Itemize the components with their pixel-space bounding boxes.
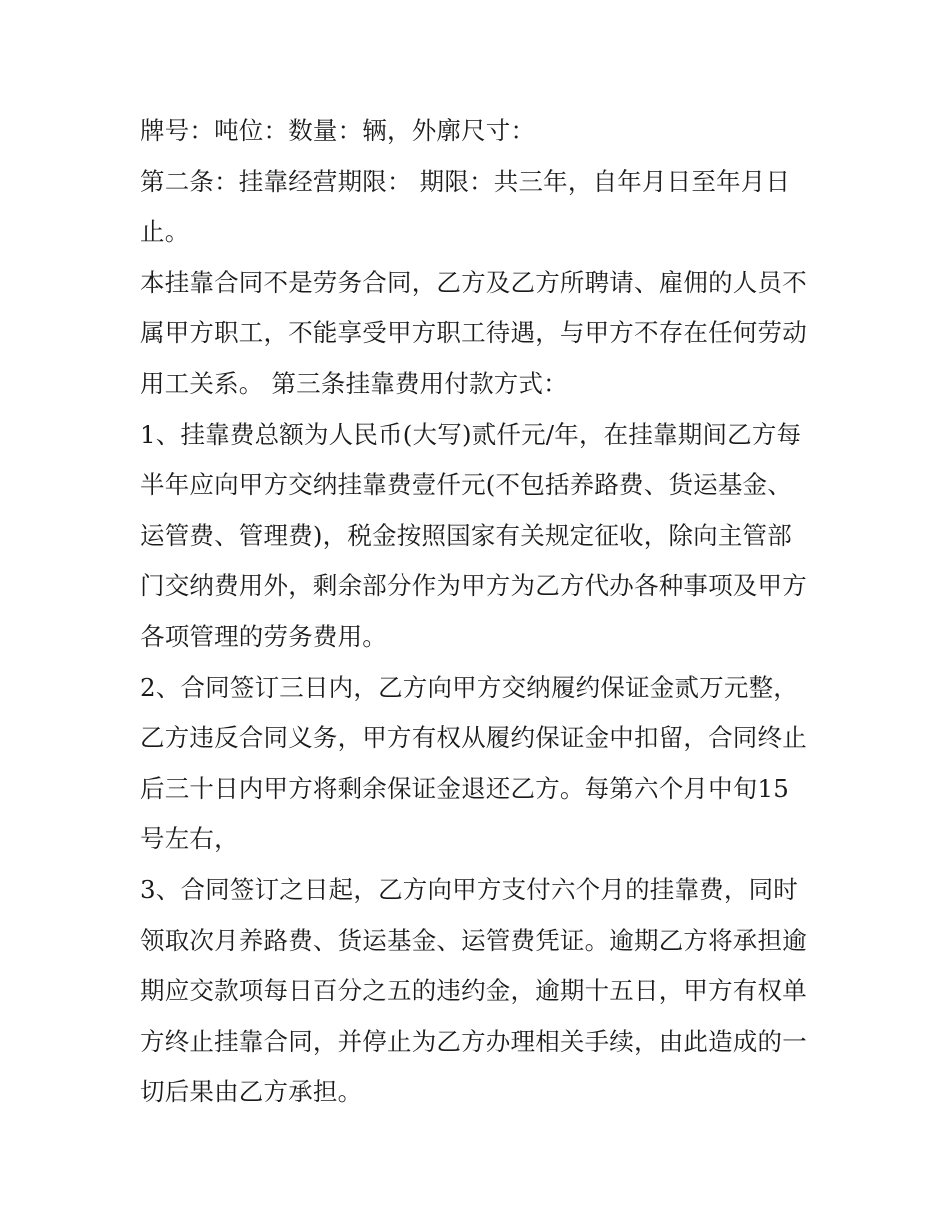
text-line: 切后果由乙方承担。 — [140, 1077, 363, 1107]
text-line: 属甲方职工，不能享受甲方职工待遇，与甲方不存在任何劳动 — [140, 318, 807, 348]
text-line: 门交纳费用外，剩余部分作为甲方为乙方代办各种事项及甲方 — [140, 571, 807, 601]
text-line: 用工关系。 第三条挂靠费用付款方式： — [140, 368, 568, 398]
text-line: 乙方违反合同义务，甲方有权从履约保证金中扣留，合同终止 — [140, 723, 807, 753]
text-line: 止。 — [140, 217, 190, 247]
text-line: 2、合同签订三日内，乙方向甲方交纳履约保证金贰万元整， — [140, 672, 798, 702]
text-line: 期应交款项每日百分之五的违约金，逾期十五日，甲方有权单 — [140, 976, 807, 1006]
text-line: 1、挂靠费总额为人民币(大写)贰仟元/年，在挂靠期间乙方每 — [140, 419, 802, 449]
text-line: 方终止挂靠合同，并停止为乙方办理相关手续，由此造成的一 — [140, 1026, 807, 1056]
text-line: 半年应向甲方交纳挂靠费壹仟元(不包括养路费、货运基金、 — [140, 470, 792, 500]
text-line: 后三十日内甲方将剩余保证金退还乙方。每第六个月中旬15 — [140, 773, 790, 803]
text-line: 号左右， — [140, 824, 239, 854]
text-line: 领取次月养路费、货运基金、运管费凭证。逾期乙方将承担逾 — [140, 925, 807, 955]
text-line: 3、合同签订之日起，乙方向甲方支付六个月的挂靠费，同时 — [140, 874, 798, 904]
text-line: 运管费、管理费)，税金按照国家有关规定征收，除向主管部 — [140, 520, 792, 550]
document-body — [140, 110, 830, 1122]
text-line: 牌号：吨位：数量：辆，外廓尺寸： — [140, 116, 536, 145]
text-line: 第二条：挂靠经营期限： 期限：共三年，自年月日至年月日 — [140, 166, 791, 196]
text-line: 本挂靠合同不是劳务合同，乙方及乙方所聘请、雇佣的人员不 — [140, 267, 807, 297]
text-line: 各项管理的劳务费用。 — [140, 621, 387, 651]
